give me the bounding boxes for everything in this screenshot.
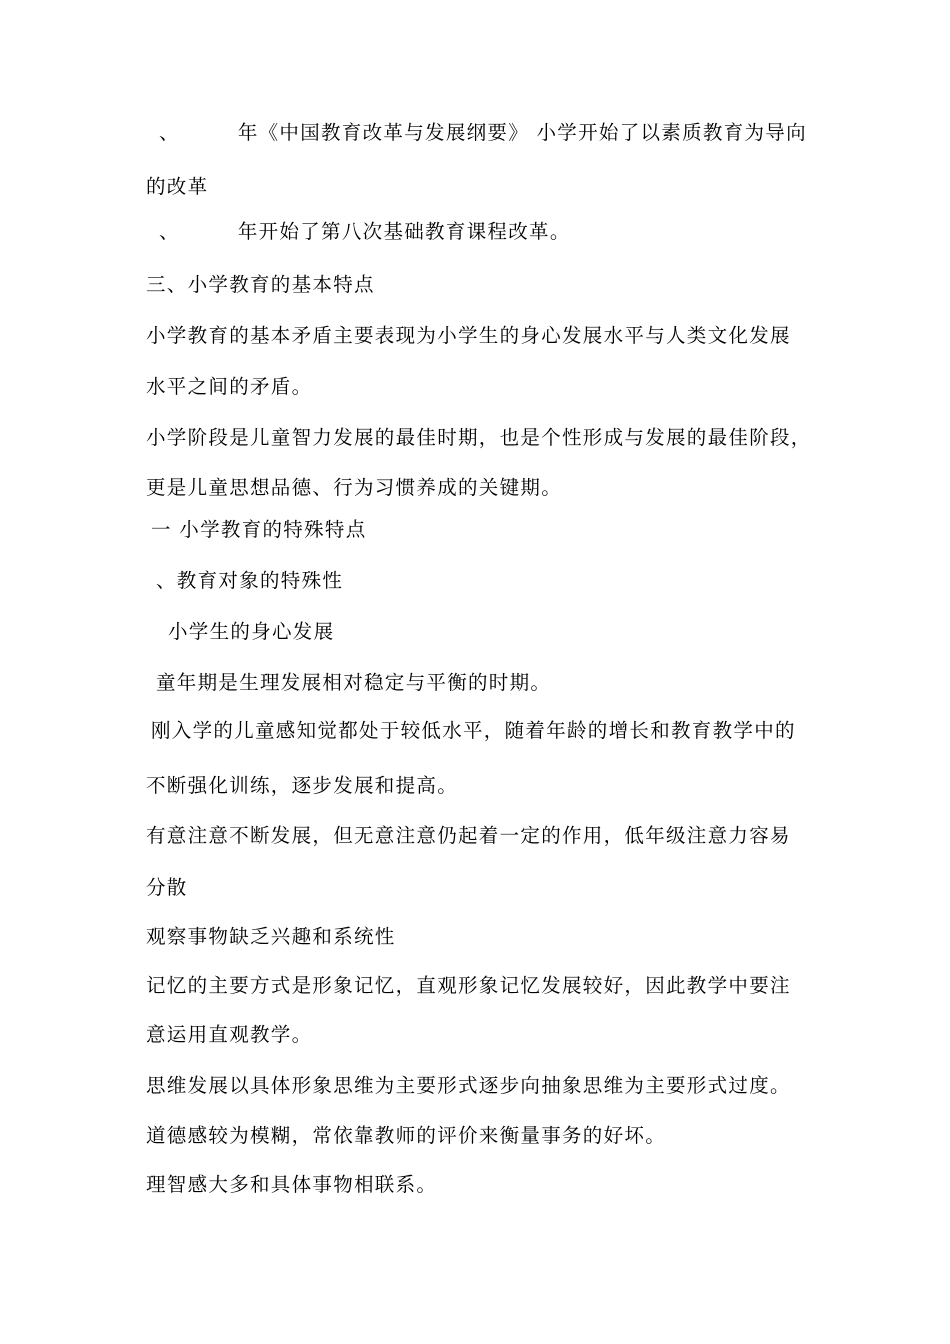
paragraph-text: 年开始了第八次基础教育课程改革。 <box>237 220 571 243</box>
reform-1993-line <box>159 120 839 146</box>
paragraph-line: 的改革 <box>146 175 209 198</box>
reform-2001-line <box>159 219 839 245</box>
subsection-heading: 、教育对象的特殊性 <box>156 569 344 592</box>
paragraph-line: 理智感大多和具体事物相联系。 <box>146 1173 438 1196</box>
paragraph-line: 更是儿童思想品德、行为习惯养成的关键期。 <box>146 476 563 499</box>
list-marker: 、 <box>159 220 180 243</box>
paragraph-line: 刚入学的儿童感知觉都处于较低水平，随着年龄的增长和教育教学中的 <box>151 719 796 742</box>
paragraph-line: 不断强化训练，逐步发展和提高。 <box>146 774 459 797</box>
subsection-heading: 小学生的身心发展 <box>168 620 335 643</box>
paragraph-line: 分散 <box>146 876 188 899</box>
paragraph-line: 道德感较为模糊，常依靠教师的评价来衡量事务的好坏。 <box>146 1124 667 1147</box>
paragraph-line: 有意注意不断发展，但无意注意仍起着一定的作用，低年级注意力容易 <box>146 824 791 847</box>
paragraph-line: 水平之间的矛盾。 <box>146 375 313 398</box>
paragraph-line: 小学教育的基本矛盾主要表现为小学生的身心发展水平与人类文化发展 <box>146 324 791 347</box>
paragraph-line: 思维发展以具体形象思维为主要形式逐步向抽象思维为主要形式过度。 <box>146 1074 791 1097</box>
paragraph-line: 意运用直观教学。 <box>146 1023 313 1046</box>
paragraph-text: 年《中国教育改革与发展纲要》 小学开始了以素质教育为导向 <box>237 121 807 144</box>
section-heading: 三、小学教育的基本特点 <box>146 273 375 296</box>
paragraph-line: 记忆的主要方式是形象记忆，直观形象记忆发展较好，因此教学中要注 <box>146 974 791 997</box>
list-marker: 、 <box>159 121 180 144</box>
paragraph-line: 小学阶段是儿童智力发展的最佳时期，也是个性形成与发展的最佳阶段， <box>146 426 812 449</box>
paragraph-line: 童年期是生理发展相对稳定与平衡的时期。 <box>156 671 552 694</box>
paragraph-line: 观察事物缺乏兴趣和系统性 <box>146 925 396 948</box>
subsection-heading: 一 小学教育的特殊特点 <box>151 518 367 541</box>
